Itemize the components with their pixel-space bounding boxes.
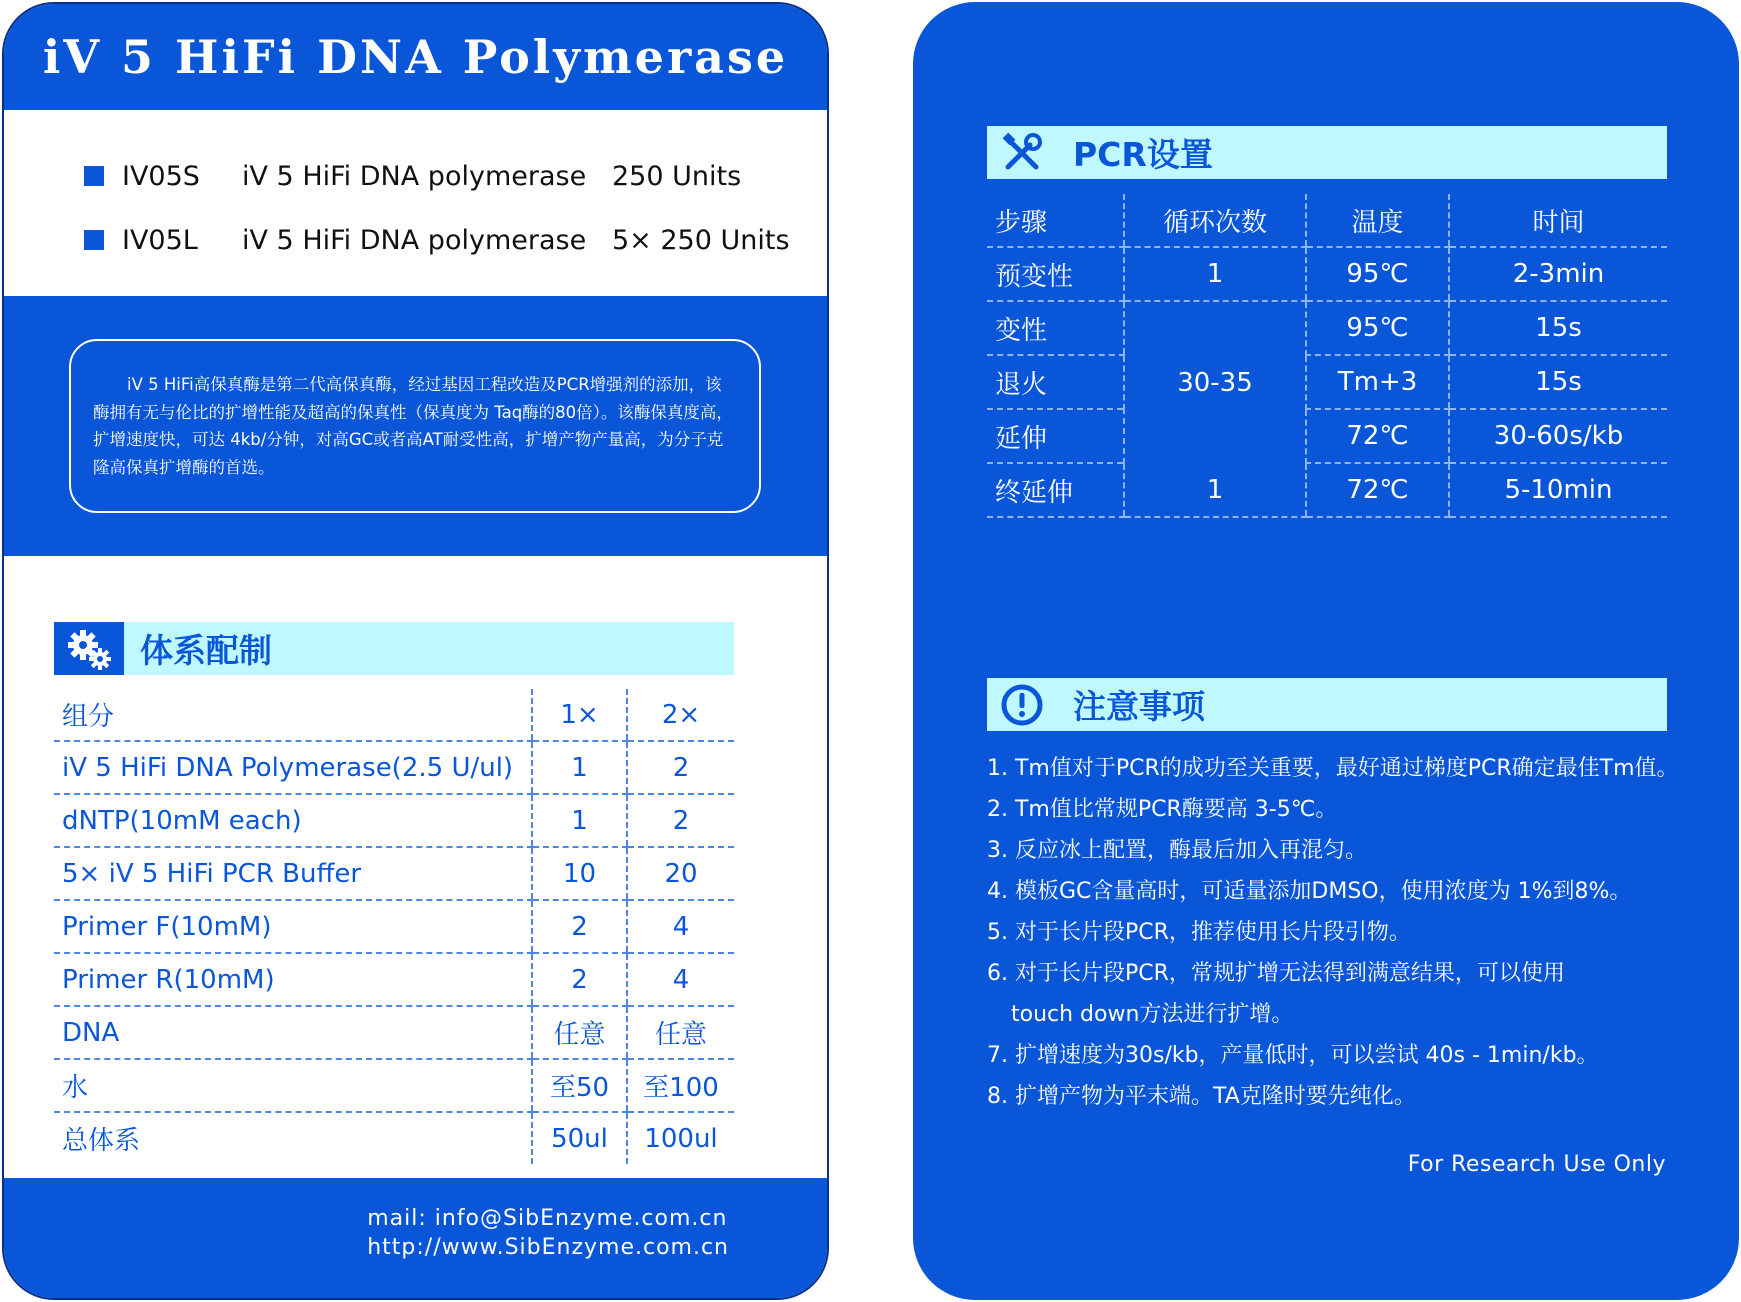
header-cell: 1×: [532, 689, 627, 741]
product-code: IV05S: [122, 160, 200, 192]
header-cell: 时间: [1449, 194, 1667, 247]
product-title: iV 5 HiFi DNA Polymerase: [42, 30, 789, 84]
value-1x-cell: 2: [532, 900, 627, 953]
square-bullet-icon: [84, 166, 104, 186]
value-2x-cell: 4: [627, 900, 734, 953]
table-row: [54, 741, 734, 794]
value-2x-cell: 2: [627, 741, 734, 794]
temp-cell: 95℃: [1306, 301, 1449, 355]
component-cell: 水: [54, 1059, 532, 1112]
table-row: [987, 409, 1667, 463]
note-item: 2. Tm值比常规PCR酶要高 3-5℃。: [987, 797, 1338, 822]
pcr-table: [987, 194, 1667, 518]
product-row: [84, 144, 790, 208]
table-row: [987, 301, 1667, 355]
cycles-cell: 1: [1124, 247, 1306, 301]
value-2x-cell: 20: [627, 847, 734, 900]
system-section-title: 体系配制: [140, 631, 272, 670]
value-1x-cell: 任意: [532, 1006, 627, 1059]
table-row: [54, 847, 734, 900]
value-2x-cell: 至100: [627, 1059, 734, 1112]
product-amount: 5× 250 Units: [612, 224, 790, 256]
time-cell: 15s: [1449, 301, 1667, 355]
note-item: 7. 扩增速度为30s/kb，产量低时，可以尝试 40s - 1min/kb。: [987, 1043, 1599, 1068]
product-list: [84, 144, 790, 272]
header-cell: 温度: [1306, 194, 1449, 247]
note-item: 6. 对于长片段PCR，常规扩增无法得到满意结果，可以使用: [987, 961, 1565, 986]
gears-icon: [54, 622, 124, 675]
system-section-header: [54, 622, 734, 675]
note-item: 5. 对于长片段PCR，推荐使用长片段引物。: [987, 920, 1411, 945]
value-2x-cell: 4: [627, 953, 734, 1006]
time-cell: 5-10min: [1449, 463, 1667, 517]
header-cell: 2×: [627, 689, 734, 741]
note-item: 8. 扩增产物为平末端。TA克隆时要先纯化。: [987, 1084, 1416, 1109]
value-2x-cell: 100ul: [627, 1112, 734, 1164]
notes-section-title: 注意事项: [1073, 687, 1205, 726]
value-1x-cell: 1: [532, 794, 627, 847]
cycles-cell: 1: [1124, 463, 1306, 517]
table-header-row: [987, 194, 1667, 247]
header-cell: 组分: [54, 689, 532, 741]
header-cell: 步骤: [987, 194, 1124, 247]
time-cell: 2-3min: [1449, 247, 1667, 301]
tools-icon: [987, 126, 1057, 179]
step-cell: 预变性: [987, 247, 1124, 301]
value-2x-cell: 任意: [627, 1006, 734, 1059]
cycles-cell-merged: 30-35: [1124, 301, 1306, 463]
component-cell: 5× iV 5 HiFi PCR Buffer: [54, 847, 532, 900]
header-cell: 循环次数: [1124, 194, 1306, 247]
step-cell: 退火: [987, 355, 1124, 409]
component-cell: DNA: [54, 1006, 532, 1059]
time-cell: 15s: [1449, 355, 1667, 409]
contact-url: http://www.SibEnzyme.com.cn: [367, 1235, 729, 1260]
note-item-continuation: touch down方法进行扩增。: [1011, 1002, 1294, 1027]
table-row: [54, 1112, 734, 1164]
table-row: [987, 355, 1667, 409]
product-code: IV05L: [122, 224, 198, 256]
step-cell: 延伸: [987, 409, 1124, 463]
note-item: 4. 模板GC含量高时，可适量添加DMSO，使用浓度为 1%到8%。: [987, 879, 1632, 904]
research-use-label: For Research Use Only: [1407, 1152, 1666, 1177]
temp-cell: Tm+3: [1306, 355, 1449, 409]
table-row: [54, 1006, 734, 1059]
temp-cell: 95℃: [1306, 247, 1449, 301]
left-card: [2, 2, 829, 1300]
component-cell: Primer R(10mM): [54, 953, 532, 1006]
pcr-section-title: PCR设置: [1073, 135, 1213, 174]
table-row: [987, 247, 1667, 301]
step-cell: 终延伸: [987, 463, 1124, 517]
table-row: [54, 794, 734, 847]
notes-list: [987, 748, 1737, 1117]
value-1x-cell: 1: [532, 741, 627, 794]
contact-mail: mail: info@SibEnzyme.com.cn: [367, 1206, 728, 1231]
temp-cell: 72℃: [1306, 463, 1449, 517]
title-band: [4, 4, 827, 110]
system-table: [54, 689, 734, 1164]
table-row: [987, 463, 1667, 517]
table-row: [54, 900, 734, 953]
value-1x-cell: 10: [532, 847, 627, 900]
step-cell: 变性: [987, 301, 1124, 355]
square-bullet-icon: [84, 230, 104, 250]
component-cell: dNTP(10mM each): [54, 794, 532, 847]
pcr-section-header: [987, 126, 1667, 179]
value-1x-cell: 至50: [532, 1059, 627, 1112]
product-name: iV 5 HiFi DNA polymerase: [242, 160, 587, 192]
description-text: iV 5 HiFi高保真酶是第二代高保真酶，经过基因工程改造及PCR增强剂的添加，该酶拥有无与伦比的扩增性能及超高的保真性（保真度为 Taq酶的80倍）。该酶保真度高，扩增速度快，可达 4kb/分钟，对高GC或者高AT耐受性高，扩增产物产量高，为分子克隆高保真扩增酶的首选。: [69, 339, 761, 513]
exclamation-circle-icon: [987, 678, 1057, 731]
component-cell: iV 5 HiFi DNA Polymerase(2.5 U/ul): [54, 741, 532, 794]
value-1x-cell: 50ul: [532, 1112, 627, 1164]
description-band: [4, 296, 827, 556]
footer-band: [4, 1178, 827, 1300]
component-cell: 总体系: [62, 1126, 141, 1156]
component-cell: Primer F(10mM): [54, 900, 532, 953]
table-row: [54, 953, 734, 1006]
table-header-row: [54, 689, 734, 741]
product-row: [84, 208, 790, 272]
value-2x-cell: 2: [627, 794, 734, 847]
right-card: [913, 2, 1739, 1300]
contact-info: [367, 1204, 729, 1262]
notes-section-header: [987, 678, 1667, 731]
table-row: [54, 1059, 734, 1112]
note-item: 3. 反应冰上配置，酶最后加入再混匀。: [987, 838, 1367, 863]
value-1x-cell: 2: [532, 953, 627, 1006]
product-amount: 250 Units: [612, 160, 742, 192]
product-name: iV 5 HiFi DNA polymerase: [242, 224, 587, 256]
time-cell: 30-60s/kb: [1449, 409, 1667, 463]
temp-cell: 72℃: [1306, 409, 1449, 463]
note-item: 1. Tm值对于PCR的成功至关重要，最好通过梯度PCR确定最佳Tm值。: [987, 756, 1679, 781]
